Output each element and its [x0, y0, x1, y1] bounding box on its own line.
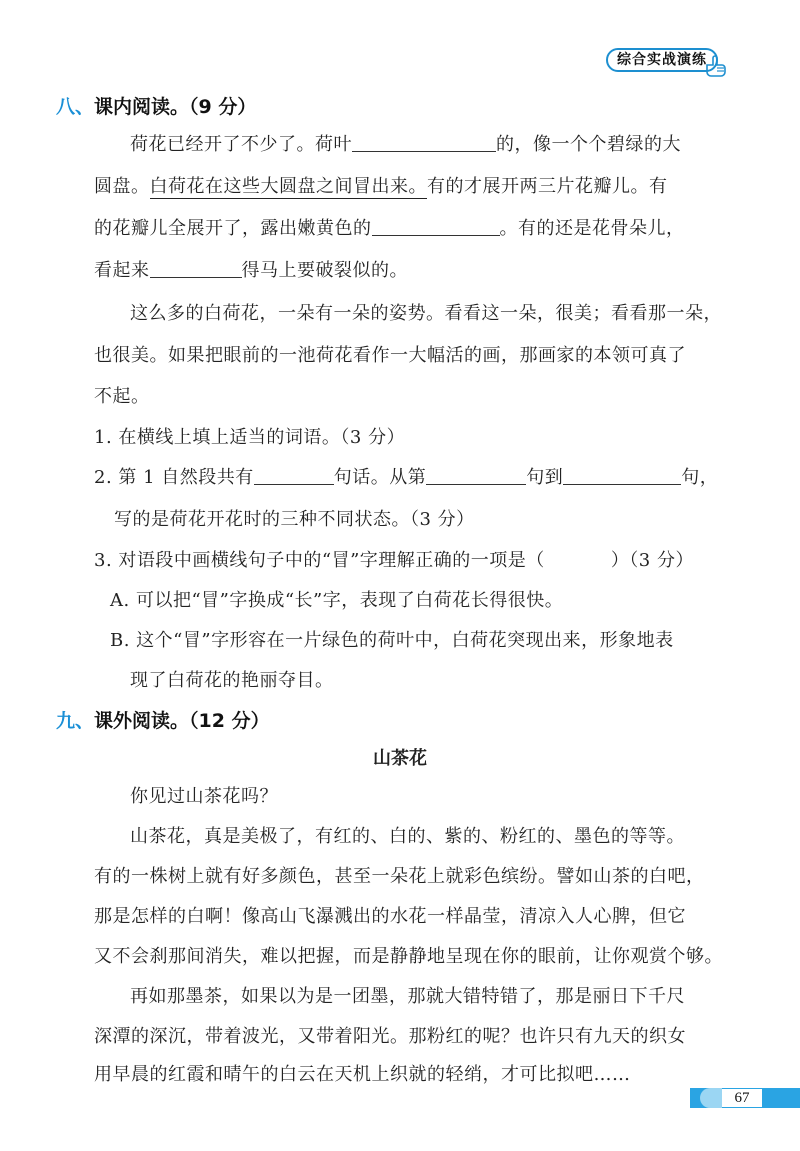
passage-line — [94, 259, 408, 283]
text: 圆盘。 — [94, 176, 150, 197]
question-2-continued: 写的是荷花开花时的三种不同状态。（3 分） — [114, 509, 475, 530]
page-number-bar-tip — [700, 1088, 722, 1108]
text: 句话。从第 — [333, 467, 427, 488]
text: 的，像一个个碧绿的大 — [496, 134, 681, 155]
section-9-heading — [56, 706, 270, 733]
question-1: 1. 在横线上填上适当的词语。（3 分） — [94, 427, 406, 448]
section-8-heading — [56, 92, 256, 119]
answer-blank[interactable] — [372, 217, 500, 236]
text: 句到 — [526, 467, 564, 488]
answer-blank[interactable] — [254, 466, 334, 485]
text: 得马上要破裂似的。 — [241, 260, 408, 281]
text: 2. 第 1 自然段共有 — [94, 467, 254, 488]
answer-blank[interactable] — [426, 466, 526, 485]
pointing-hand-icon — [704, 54, 728, 78]
passage-line: 也很美。如果把眼前的一池荷花看作一大幅活的画，那画家的本领可真了 — [94, 345, 686, 366]
text: 有的才展开两三片花瓣儿。有 — [427, 176, 668, 197]
passage-line: 你见过山茶花吗？ — [130, 786, 278, 807]
passage-line: 山茶花，真是美极了，有红的、白的、紫的、粉红的、墨色的等等。 — [130, 826, 685, 847]
passage-line: 不起。 — [94, 386, 150, 407]
section-9-number: 九、 — [56, 710, 95, 732]
text: 看起来 — [94, 260, 150, 281]
text: 的花瓣儿全展开了，露出嫩黄色的 — [94, 218, 372, 239]
passage-line: 有的一株树上就有好多颜色，甚至一朵花上就彩色缤纷。譬如山茶的白吧， — [94, 866, 705, 887]
question-3 — [94, 549, 694, 573]
passage-line: 又不会刹那间消失，难以把握，而是静静地呈现在你的眼前，让你观赏个够。 — [94, 946, 723, 967]
section-9-title: 课外阅读。（12 分） — [94, 710, 270, 732]
passage-line: 用早晨的红霞和晴午的白云在天机上织就的轻绡，才可比拟吧…… — [94, 1064, 631, 1085]
option-b-continued: 现了白荷花的艳丽夺目。 — [130, 670, 334, 691]
answer-blank[interactable] — [563, 466, 681, 485]
text: 句， — [681, 467, 719, 488]
section-8-number: 八、 — [56, 96, 95, 118]
answer-blank[interactable] — [352, 133, 496, 152]
question-2 — [94, 466, 718, 490]
page-number: 67 — [722, 1089, 762, 1107]
passage-line — [94, 217, 685, 241]
text: 。有的还是花骨朵儿， — [499, 218, 685, 239]
passage-line — [94, 175, 668, 199]
text: 荷花已经开了不少了。荷叶 — [130, 134, 352, 155]
option-b: B. 这个“冒”字形容在一片绿色的荷叶中，白荷花突现出来，形象地表 — [110, 630, 674, 651]
passage-line: 这么多的白荷花，一朵有一朵的姿势。看看这一朵，很美；看看那一朵， — [130, 303, 722, 324]
section-8-title: 课内阅读。（9 分） — [94, 96, 257, 118]
text: 3. 对语段中画横线句子中的“冒”字理解正确的一项是（ — [94, 550, 545, 571]
section-badge: 综合实战演练 — [606, 48, 718, 72]
passage-line: 深潭的深沉，带着波光，又带着阳光。那粉红的呢？也许只有九天的织女 — [94, 1026, 686, 1047]
underlined-sentence: 白荷花在这些大圆盘之间冒出来。 — [149, 176, 427, 197]
passage-line — [130, 133, 681, 157]
passage-line: 再如那墨茶，如果以为是一团墨，那就大错特错了，那是丽日下千尺 — [130, 986, 685, 1007]
passage-title: 山茶花 — [373, 748, 427, 769]
passage-line: 那是怎样的白啊！像高山飞瀑溅出的水花一样晶莹，清凉入人心脾，但它 — [94, 906, 686, 927]
text: ）（3 分） — [610, 550, 694, 571]
answer-blank[interactable] — [150, 259, 242, 278]
option-a: A. 可以把“冒”字换成“长”字，表现了白荷花长得很快。 — [110, 590, 564, 611]
